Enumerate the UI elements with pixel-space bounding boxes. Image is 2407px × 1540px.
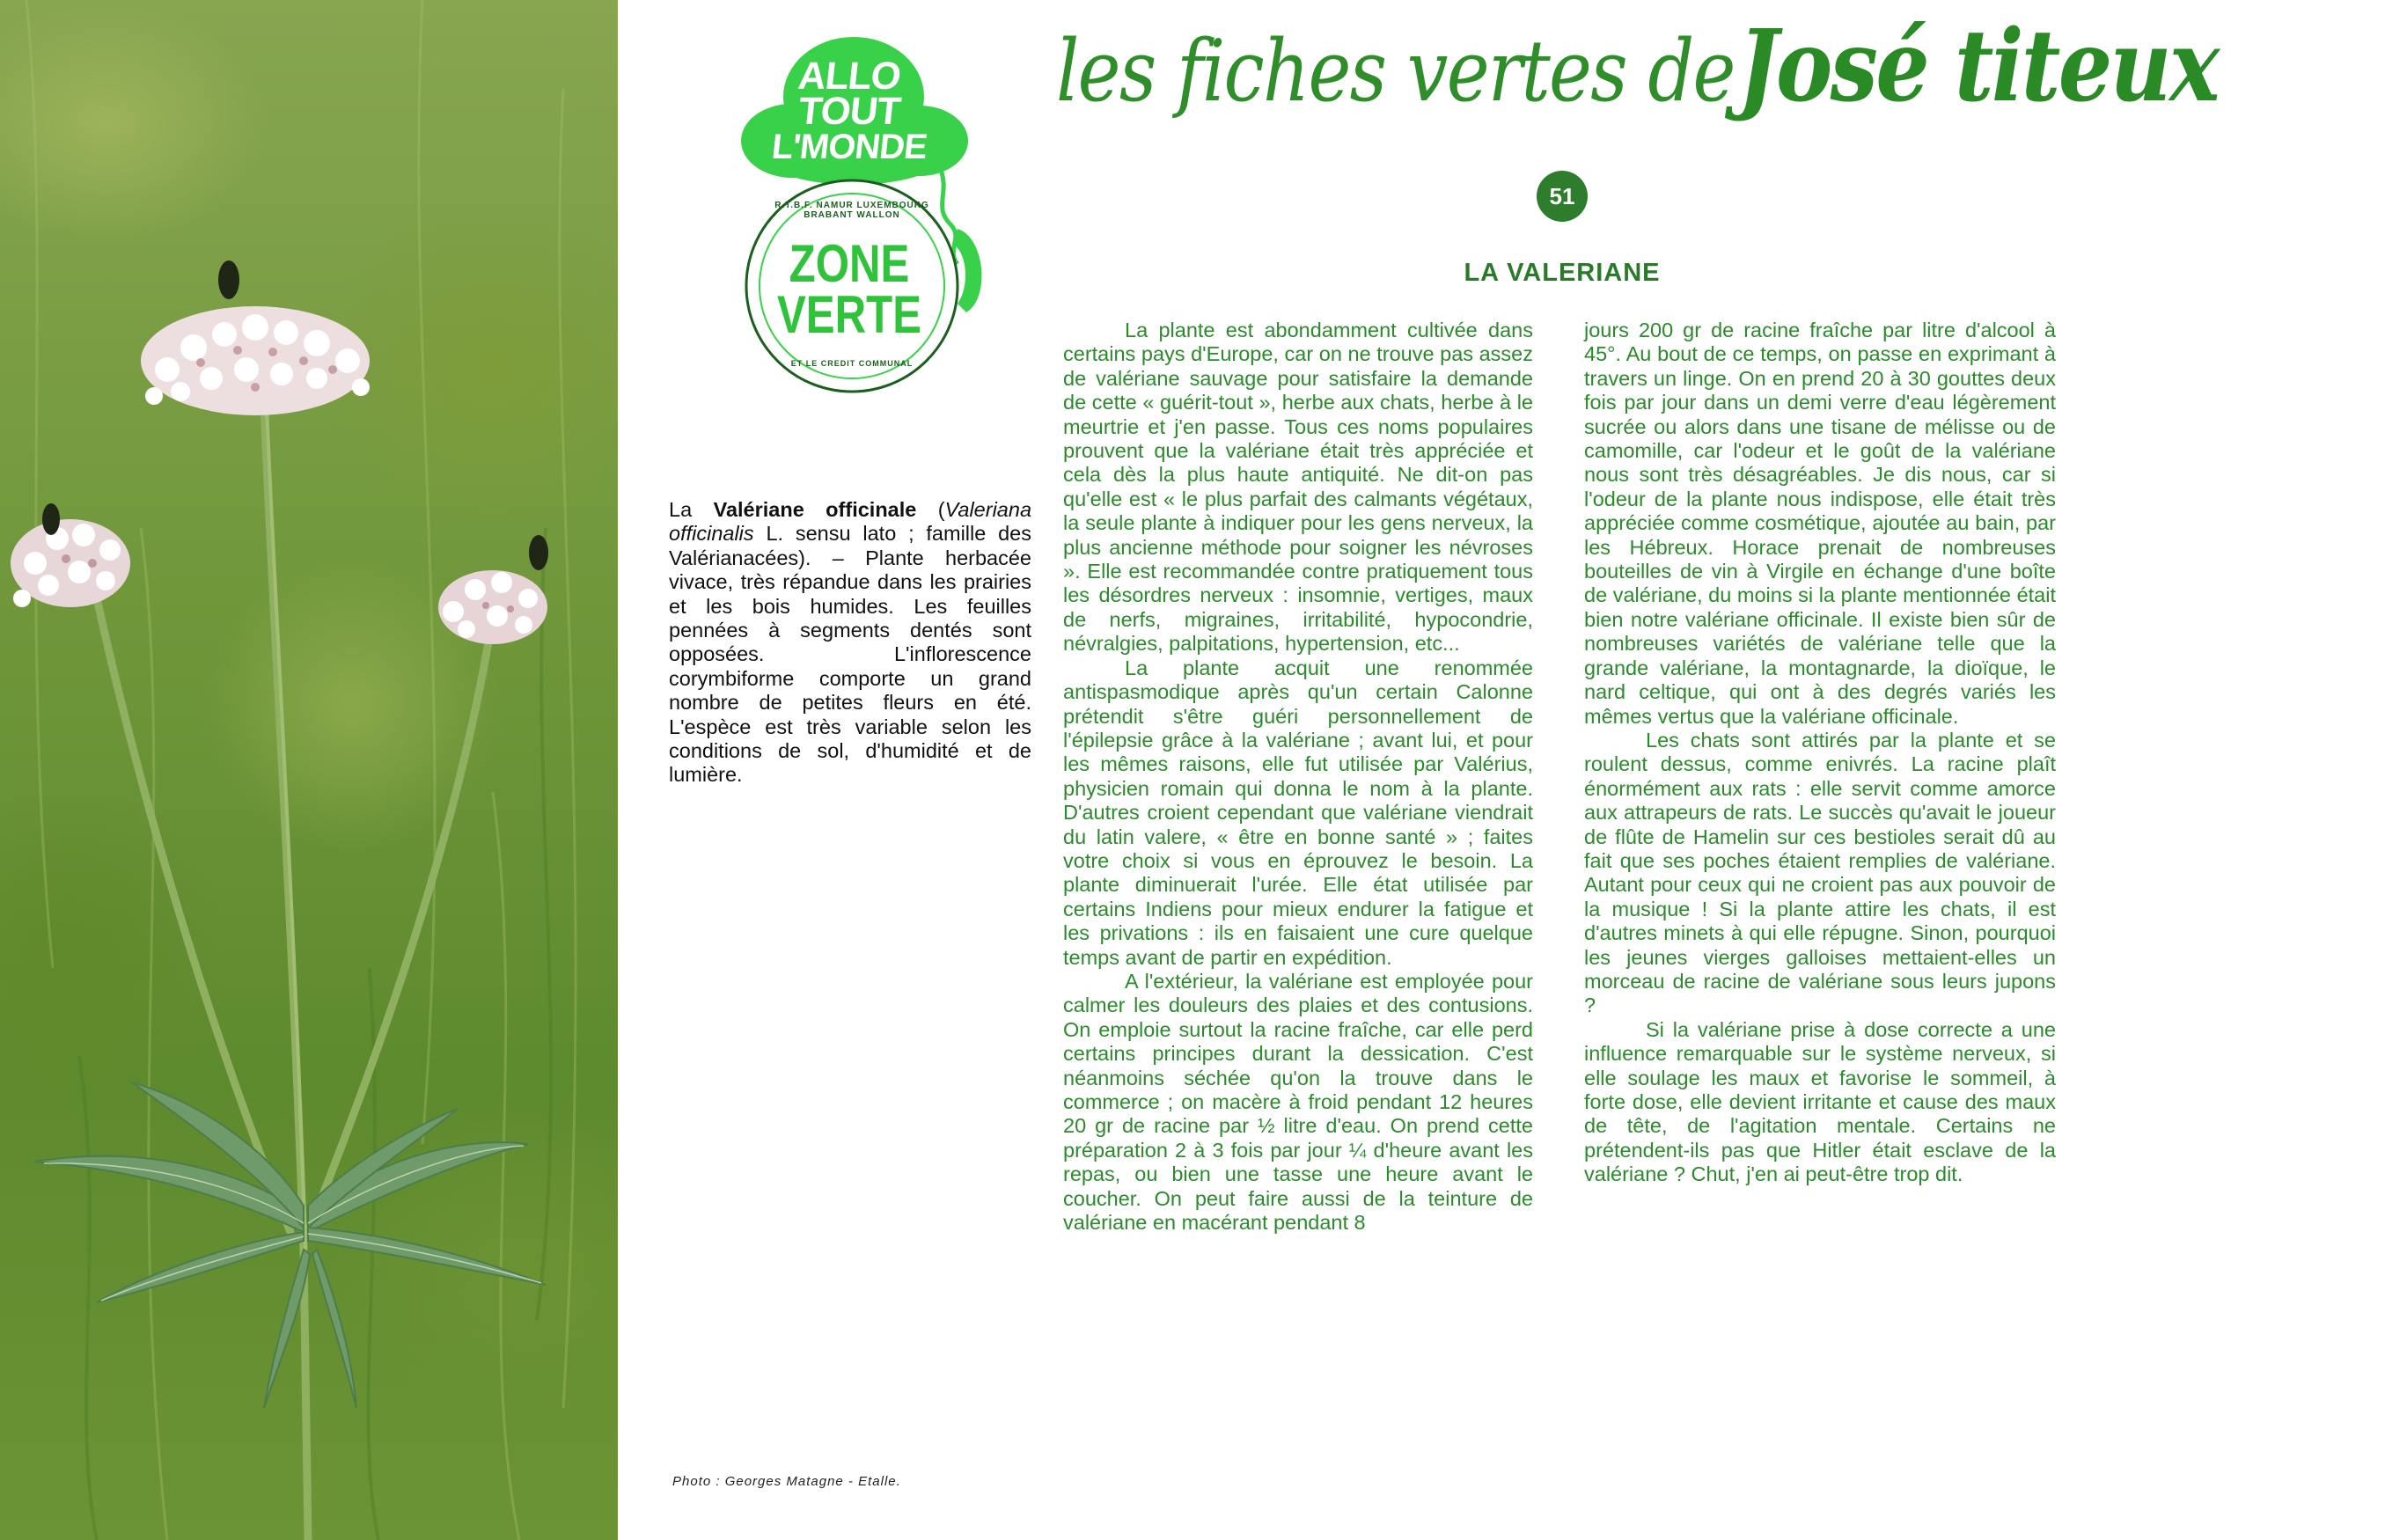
valerian-plant-illustration [0, 0, 618, 1540]
logo-line-lmonde: L'MONDE [769, 128, 929, 166]
article-column-2 [1584, 319, 2056, 1187]
photo-credit: Photo : Georges Matagne - Etalle. [672, 1474, 901, 1489]
plant-photo [0, 0, 618, 1540]
caption-species-name: Valériane officinale [713, 498, 917, 521]
flower-cluster-left [11, 503, 130, 607]
paragraph: Si la valériane prise à dose correcte a une influence remarquable sur le système nerveux, si elle soulage les maux et favorise le sommeil, à forte dose, elle devient irritante et cause des maux de tête, de l'agitation mentale. Certains ne prétendent-ils pas que Hitler était esclave de la valériane ? Chut, j'en ai peut-être trop dit. [1584, 1017, 2056, 1186]
caption-latin-open: ( [916, 498, 945, 521]
fiche-number-badge: 51 [1537, 171, 1588, 222]
paragraph: Les chats sont attirés par la plante et se roulent dessus, comme enivrés. La racine plaît énormément aux rats : elle servit comme amorce aux attrapeurs de rats. Le succès qu'avait le joueur de flûte de Hamelin sur ces bestioles serait dû au fait que ses poches étaient remplies de valériane. Autant pour ceux qui ne croient pas aux pouvoir de la musique ! Si la plante attire les chats, il est d'autres minets à qui elle répugne. Sinon, pourquoi les jeunes vierges galloises mettaient-elles un morceau de racine de valériane sous leurs jupons ? [1584, 728, 2056, 1017]
paragraph: jours 200 gr de racine fraîche par litre d'alcool à 45°. Au bout de ce temps, on passe en exprimant à travers un linge. On en prend 20 à 30 gouttes deux fois par jour dans un demi verre d'eau légèrement sucrée ou alors dans une tisane de mélisse ou de camomille, car l'odeur et le goût de la valériane nous sont très désagréables. Je dis nous, car si l'odeur de la plante nous indispose, elle était très appréciée comme cosmétique, ajoutée au bain, par les Hébreux. Horace prenait de nombreuses bouteilles de vin à Virgile en échange d'une boîte de valériane, du moins si la plante mentionnée était bien notre valériane officinale. Il existe bien sûr de nombreuses variétés de valériane telle que la grande valériane, la montagnarde, la dioïque, le nard celtique, qui ont à des degrés variés les mêmes vertus que la valériane officinale. [1584, 319, 2056, 728]
article-column-1 [1063, 319, 1533, 1235]
logo-line-allo: ALLO [796, 55, 903, 98]
caption-latin-name: Valeriana officinalis [669, 498, 1032, 546]
series-title-part1: les fiches vertes de [1056, 22, 1735, 121]
paragraph: La plante acquit une renommée antispasmodique après qu'un certain Calonne prétendit s'être guéri personnellement de l'épilepsie grâce à la valériane ; avant lui, et pour les mêmes raisons, elle fut utilisée par Valérius, physicien romain qui donna le nom à la plante. D'autres croient cependant que valériane viendrait du latin valere, « être en bonne santé » ; faites votre choix si vous en éprouvez le besoin. La plante diminuerait l'urée. Elle état utilisée par certains Indiens pour mieux endurer la fatigue et les privations : ils en faisaient une cure quelque temps avant de partir en expédition. [1063, 656, 1533, 969]
series-title-author: José titeux [1738, 9, 2218, 124]
logo-zone: ZONE [789, 234, 910, 293]
logo-ring-bottom-text: ET LE CREDIT COMMUNAL [790, 359, 914, 368]
series-title [1056, 9, 2218, 141]
flower-cluster-top [141, 260, 370, 415]
paragraph: A l'extérieur, la valériane est employée pour calmer les douleurs des plaies et des contusions. On emploie surtout la racine fraîche, car elle perd certains principes durant la dessication. C'est néanmoins séchée qu'on la trouve dans le commerce ; on macère à froid pendant 12 heures 20 gr de racine par ½ litre d'eau. On prend cette préparation 2 à 3 fois par jour ¼ d'heure avant les repas, ou bien une tasse une heure avant le coucher. On peut faire aussi de la teinture de valériane en macérant pendant 8 [1063, 969, 1533, 1235]
caption-intro: La [669, 498, 714, 521]
allo-tout-lmonde-zone-verte-logo [730, 18, 994, 405]
logo-ring-top-text: R.T.B.F. NAMUR LUXEMBOURG BRABANT WALLON [774, 201, 929, 220]
logo-line-tout: TOUT [796, 90, 903, 133]
article-title: LA VALERIANE [1464, 259, 1661, 287]
caption-description: L. sensu lato ; famille des Valérianacées). – Plante herbacée vivace, très répandue dans les prairies et les bois humides. Les feuilles pennées à segments dentés sont opposées. L'inflorescence corymbiforme comporte un grand nombre de petites fleurs en été. L'espèce est très variable selon les conditions de sol, d'humidité et de lumière. [669, 522, 1031, 787]
logo-verte: VERTE [776, 285, 922, 344]
flower-cluster-right [438, 535, 548, 644]
species-caption [669, 498, 1031, 788]
paragraph: La plante est abondamment cultivée dans certains pays d'Europe, car on ne trouve pas assez de valériane sauvage pour satisfaire la demande de cette « guérit-tout », herbe aux chats, herbe à le meurtrie et j'en passe. Tous ces noms populaires prouvent que la valériane était très appréciée et cela dès la plus haute antiquité. Ne dit-on pas qu'elle est « le plus parfait des calmants végétaux, la seule plante à indiquer pour les gens nerveux, la plus ancienne méthode pour soigner les névroses ». Elle est recommandée contre pratiquement tous les désordres nerveux : insomnie, vertiges, maux de nerfs, migraines, irritabilité, hypocondrie, névralgies, palpitations, hypertension, etc... [1063, 319, 1533, 656]
